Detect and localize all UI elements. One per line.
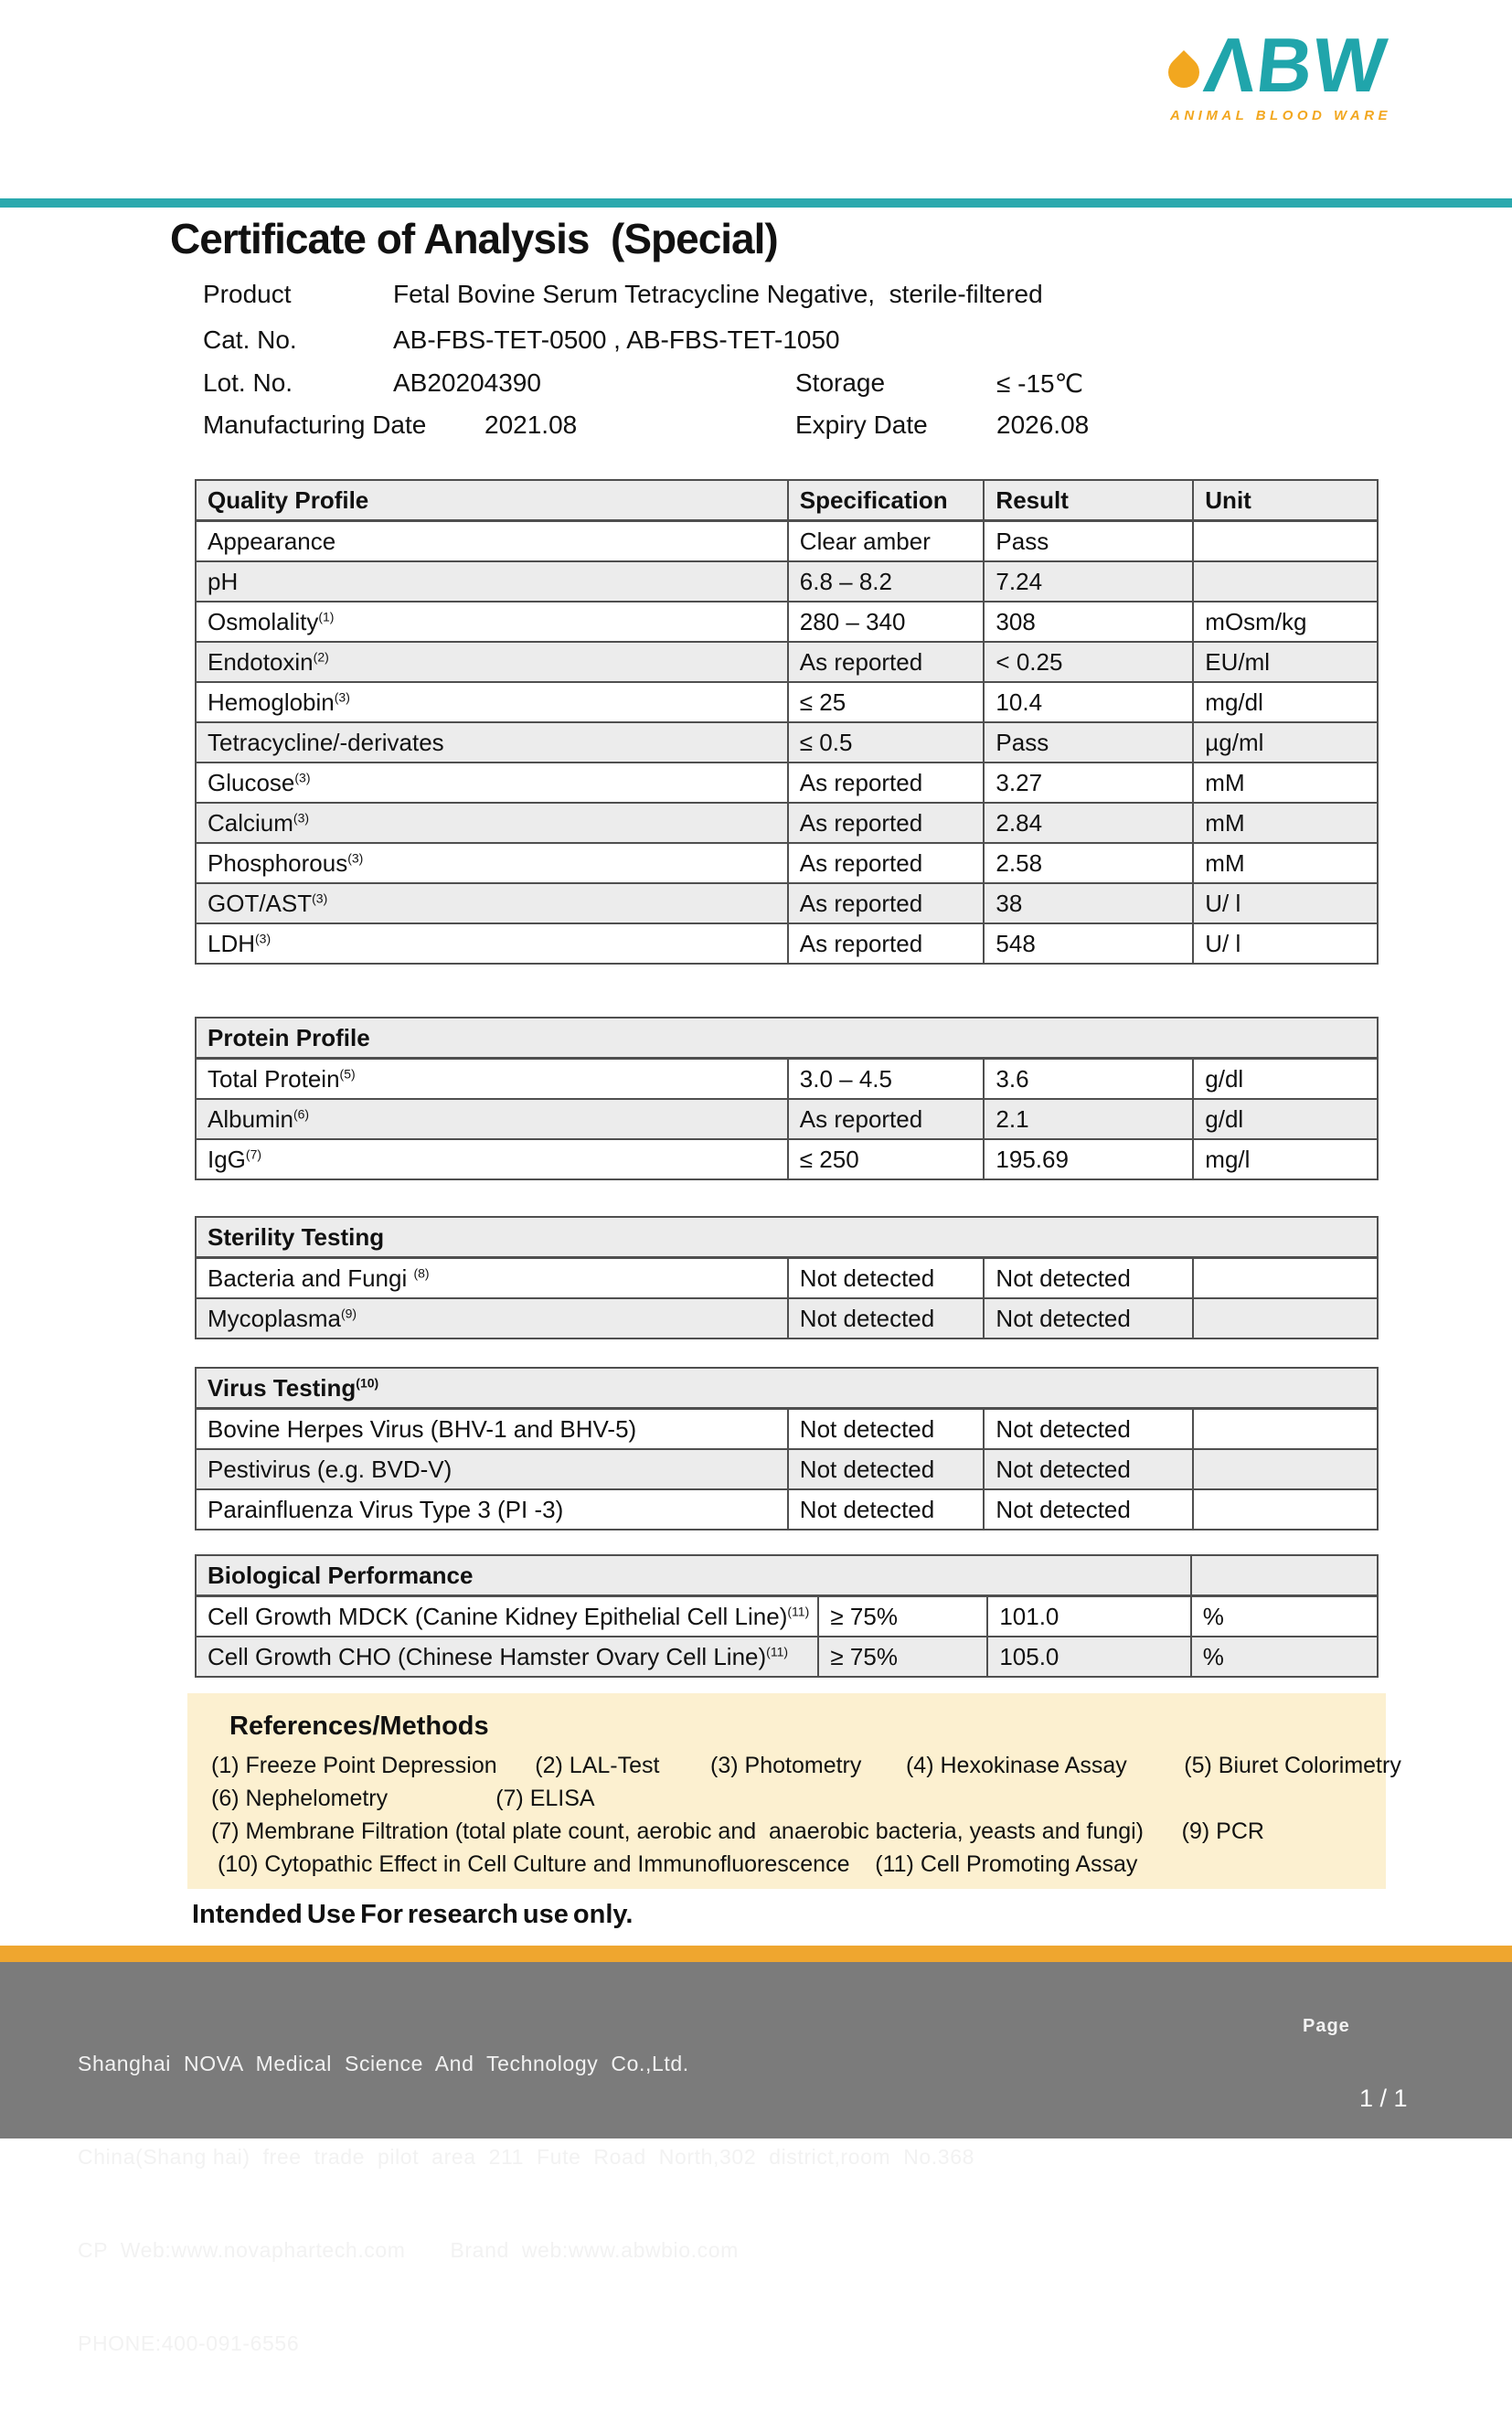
row-value: EU/ml — [1193, 642, 1378, 682]
row-value: g/dl — [1193, 1099, 1378, 1139]
references-line: (7) Membrane Filtration (total plate count, aerobic and anaerobic bacteria, yeasts and fungi) (9) PCR — [211, 1818, 1264, 1844]
row-value: As reported — [788, 763, 985, 803]
expiry-date-label: Expiry Date — [795, 411, 928, 439]
references-title: References/Methods — [229, 1712, 489, 1741]
row-value: < 0.25 — [984, 642, 1193, 682]
section-header: Protein Profile — [196, 1018, 1378, 1059]
row-label: Phosphorous$^{(3)}$ — [196, 843, 788, 883]
row-value: 105.0 — [987, 1637, 1190, 1677]
references-line: (10) Cytopathic Effect in Cell Culture and Immunofluorescence (11) Cell Promoting Assay — [211, 1851, 1138, 1877]
row-value: 38 — [984, 883, 1193, 923]
table-row — [196, 1449, 1378, 1489]
table-row — [196, 1489, 1378, 1530]
footer-accent-bar — [0, 1946, 1512, 1962]
abw-logo — [1168, 22, 1424, 123]
manufacturing-date-value: 2021.08 — [484, 411, 578, 439]
row-value: As reported — [788, 843, 985, 883]
row-value: 3.6 — [984, 1059, 1193, 1100]
biological-performance-table — [195, 1554, 1379, 1678]
section-header: Virus Testing$^{(10)}$ — [196, 1368, 1378, 1409]
storage-value: ≤ -15℃ — [996, 369, 1084, 398]
row-label: Tetracycline/-derivates — [196, 722, 788, 763]
row-value: 308 — [984, 602, 1193, 642]
row-value — [1193, 1409, 1378, 1450]
table-row — [196, 1139, 1378, 1179]
row-value: Not detected — [984, 1449, 1193, 1489]
row-label: Pestivirus (e.g. BVD-V) — [196, 1449, 788, 1489]
row-label: Mycoplasma$^{(9)}$ — [196, 1298, 788, 1338]
logo-row — [1168, 22, 1424, 108]
row-label: Glucose$^{(3)}$ — [196, 763, 788, 803]
product-value: Fetal Bovine Serum Tetracycline Negative, sterile-filtered — [393, 280, 1043, 308]
storage-label: Storage — [795, 368, 886, 397]
protein-profile-table — [195, 1017, 1379, 1180]
footer-line: Shanghai NOVA Medical Science And Technology Co.,Ltd. — [78, 2052, 689, 2075]
column-header: Specification — [788, 480, 985, 521]
row-label: Cell Growth CHO (Chinese Hamster Ovary Cell Line)$^{(11)}$ — [196, 1637, 818, 1677]
sterility-testing-table — [195, 1216, 1379, 1339]
row-value: Not detected — [788, 1258, 985, 1299]
row-value: mM — [1193, 763, 1378, 803]
row-value: Not detected — [788, 1449, 985, 1489]
row-value: 3.27 — [984, 763, 1193, 803]
row-value — [1193, 561, 1378, 602]
row-value — [1193, 1298, 1378, 1338]
references-line: (1) Freeze Point Depression (2) LAL-Test (3) Photometry (4) Hexokinase Assay (5) Biuret Colorimetry — [211, 1753, 1401, 1778]
row-value: As reported — [788, 1099, 985, 1139]
page-title: Certificate of Analysis (Special) — [170, 215, 778, 262]
virus-testing-table — [195, 1367, 1379, 1530]
table-row — [196, 843, 1378, 883]
row-value: 3.0 – 4.5 — [788, 1059, 985, 1100]
row-value: mg/dl — [1193, 682, 1378, 722]
row-value: 280 – 340 — [788, 602, 985, 642]
lot-no-label: Lot. No. — [203, 368, 293, 397]
references-box — [187, 1693, 1401, 1889]
row-value: 101.0 — [987, 1596, 1190, 1637]
column-header: Unit — [1193, 480, 1378, 521]
row-value: mg/l — [1193, 1139, 1378, 1179]
section-header: Biological Performance — [196, 1555, 1191, 1596]
table-row — [196, 602, 1378, 642]
row-value: Pass — [984, 722, 1193, 763]
row-value: U/ l — [1193, 883, 1378, 923]
row-value: As reported — [788, 642, 985, 682]
row-value: % — [1191, 1637, 1378, 1677]
row-value: mOsm/kg — [1193, 602, 1378, 642]
table-row — [196, 763, 1378, 803]
row-value: Clear amber — [788, 521, 985, 562]
row-value: 2.58 — [984, 843, 1193, 883]
logo-tagline: ANIMAL BLOOD WARE — [1170, 107, 1392, 123]
row-value: 10.4 — [984, 682, 1193, 722]
product-label: Product — [203, 280, 292, 308]
page-number: 1 / 1 — [1359, 2085, 1408, 2112]
row-value: 548 — [984, 923, 1193, 964]
row-label: GOT/AST$^{(3)}$ — [196, 883, 788, 923]
row-value: Not detected — [788, 1409, 985, 1450]
row-value — [1193, 1258, 1378, 1299]
row-label: Bovine Herpes Virus (BHV-1 and BHV-5) — [196, 1409, 788, 1450]
blood-drop-icon — [1162, 50, 1206, 94]
row-value: As reported — [788, 923, 985, 964]
table-row — [196, 521, 1378, 562]
row-value: mM — [1193, 803, 1378, 843]
row-value: Not detected — [984, 1489, 1193, 1530]
column-header: Result — [984, 480, 1193, 521]
logo-letters: ΛBW — [1200, 22, 1392, 108]
quality-profile-table — [195, 479, 1379, 965]
row-value: mM — [1193, 843, 1378, 883]
row-value: 2.84 — [984, 803, 1193, 843]
row-label: Endotoxin$^{(2)}$ — [196, 642, 788, 682]
lot-no-value: AB20204390 — [393, 368, 541, 397]
row-value: µg/ml — [1193, 722, 1378, 763]
footer-line: PHONE:400-091-6556 — [78, 2331, 300, 2355]
row-label: LDH$^{(3)}$ — [196, 923, 788, 964]
row-value: As reported — [788, 883, 985, 923]
cat-no-value: AB-FBS-TET-0500 , AB-FBS-TET-1050 — [393, 325, 840, 354]
row-value: ≥ 75% — [818, 1596, 987, 1637]
row-value — [1193, 521, 1378, 562]
row-value: Not detected — [788, 1298, 985, 1338]
section-header: Sterility Testing — [196, 1217, 1378, 1258]
row-value: ≥ 75% — [818, 1637, 987, 1677]
empty-header-cell — [1191, 1555, 1378, 1596]
table-row — [196, 642, 1378, 682]
row-value: Pass — [984, 521, 1193, 562]
row-label: Cell Growth MDCK (Canine Kidney Epithelial Cell Line)$^{(11)}$ — [196, 1596, 818, 1637]
row-label: Albumin$^{(6)}$ — [196, 1099, 788, 1139]
row-value: Not detected — [984, 1409, 1193, 1450]
row-label: Bacteria and Fungi $^{(8)}$ — [196, 1258, 788, 1299]
row-label: IgG$^{(7)}$ — [196, 1139, 788, 1179]
table-row — [196, 1099, 1378, 1139]
table-row — [196, 1298, 1378, 1338]
table-row — [196, 1258, 1378, 1299]
row-label: Osmolality$^{(1)}$ — [196, 602, 788, 642]
header-divider — [0, 198, 1512, 208]
table-row — [196, 1059, 1378, 1100]
row-value: Not detected — [788, 1489, 985, 1530]
footer-line: CP Web:www.novaphartech.com Brand web:www.abwbio.com — [78, 2238, 739, 2262]
footer-company-info — [78, 1986, 974, 2421]
page-label: Page — [1303, 2016, 1350, 2036]
table-row — [196, 883, 1378, 923]
expiry-date-value: 2026.08 — [996, 411, 1090, 439]
row-label: pH — [196, 561, 788, 602]
row-value: ≤ 0.5 — [788, 722, 985, 763]
row-value — [1193, 1489, 1378, 1530]
row-value: % — [1191, 1596, 1378, 1637]
table-row — [196, 923, 1378, 964]
table-row — [196, 1637, 1378, 1677]
column-header: Quality Profile — [196, 480, 788, 521]
row-label: Parainfluenza Virus Type 3 (PI -3) — [196, 1489, 788, 1530]
table-row — [196, 682, 1378, 722]
manufacturing-date-label: Manufacturing Date — [203, 411, 427, 439]
table-row — [196, 561, 1378, 602]
row-value: Not detected — [984, 1298, 1193, 1338]
row-value: 195.69 — [984, 1139, 1193, 1179]
row-value: 6.8 – 8.2 — [788, 561, 985, 602]
row-value: As reported — [788, 803, 985, 843]
table-row — [196, 803, 1378, 843]
table-row — [196, 1596, 1378, 1637]
references-line: (6) Nephelometry (7) ELISA — [211, 1786, 595, 1811]
footer-line: China(Shang hai) free trade pilot area 211 Fute Road North,302 district,room No.368 — [78, 2145, 974, 2169]
row-value: Not detected — [984, 1258, 1193, 1299]
cat-no-label: Cat. No. — [203, 325, 297, 354]
row-label: Appearance — [196, 521, 788, 562]
row-label: Calcium$^{(3)}$ — [196, 803, 788, 843]
table-row — [196, 1409, 1378, 1450]
row-value: U/ l — [1193, 923, 1378, 964]
row-value: 7.24 — [984, 561, 1193, 602]
row-value: ≤ 250 — [788, 1139, 985, 1179]
row-value: 2.1 — [984, 1099, 1193, 1139]
row-label: Hemoglobin$^{(3)}$ — [196, 682, 788, 722]
row-value — [1193, 1449, 1378, 1489]
row-label: Total Protein$^{(5)}$ — [196, 1059, 788, 1100]
row-value: g/dl — [1193, 1059, 1378, 1100]
row-value: ≤ 25 — [788, 682, 985, 722]
table-row — [196, 722, 1378, 763]
intended-use-note: Intended Use For research use only. — [192, 1900, 634, 1929]
